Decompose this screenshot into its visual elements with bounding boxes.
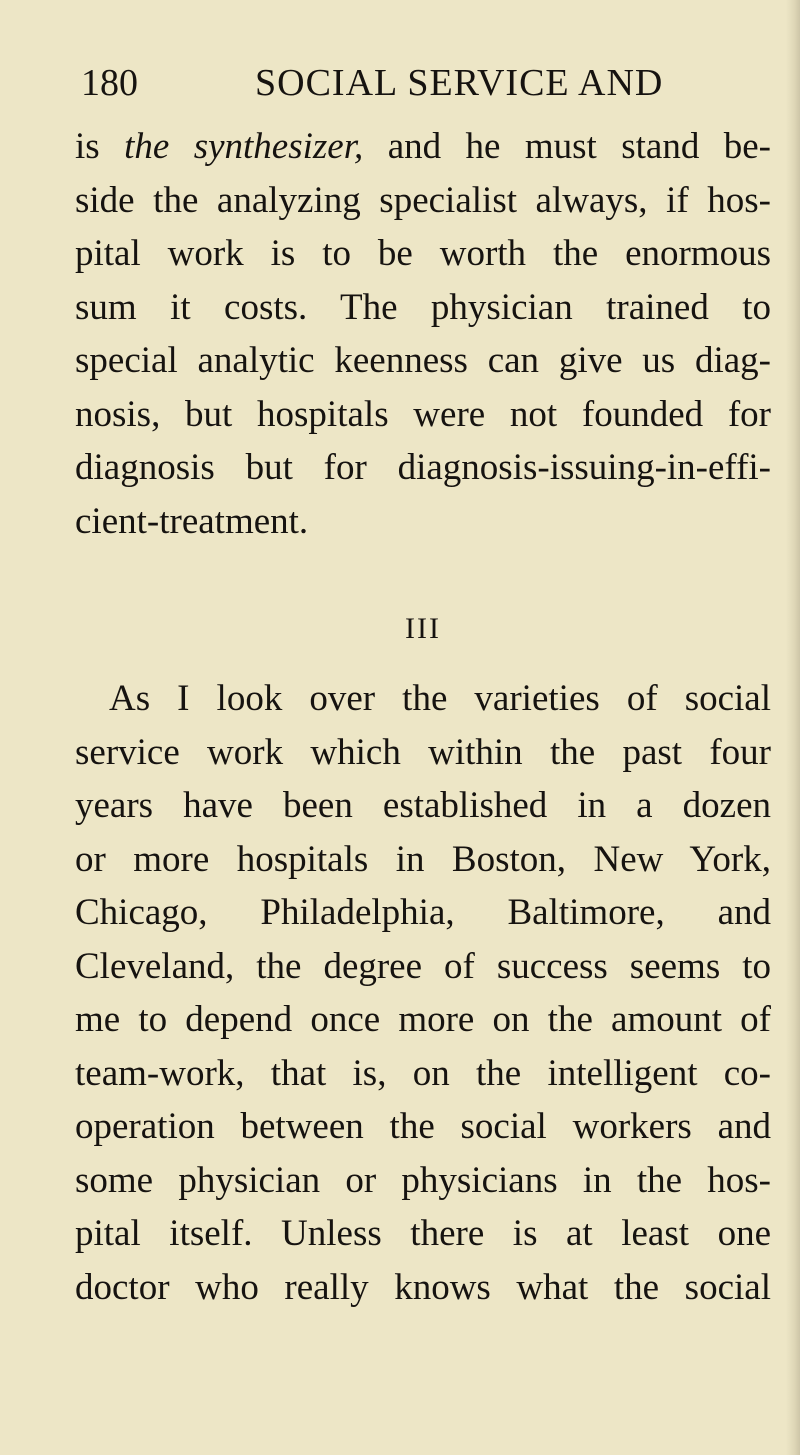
text-line: pital itself. Unless there is at least one bbox=[75, 1213, 771, 1254]
text-line: As I look over the varieties of social bbox=[109, 678, 771, 719]
italic-phrase: the synthesizer, bbox=[124, 126, 364, 167]
text-line: Chicago, Philadelphia, Baltimore, and bbox=[75, 892, 771, 933]
text-line: special analytic keenness can give us diag- bbox=[75, 340, 771, 381]
text-line: pital work is to be worth the enormous bbox=[75, 233, 771, 274]
text-fragment: and he must stand be- bbox=[363, 126, 771, 167]
text-line: or more hospitals in Boston, New York, bbox=[75, 838, 771, 880]
text-line: some physician or physicians in the hos- bbox=[75, 1159, 771, 1201]
text-line: service work which within the past four bbox=[75, 731, 771, 773]
section-number: III bbox=[405, 612, 441, 645]
text-line: doctor who really knows what the social bbox=[75, 1266, 771, 1308]
page-number: 180 bbox=[81, 62, 138, 104]
text-line: operation between the social workers and bbox=[75, 1106, 771, 1147]
text-line: years have been established in a dozen bbox=[75, 785, 771, 826]
book-page bbox=[75, 64, 771, 1314]
paragraph-2 bbox=[75, 672, 771, 1314]
text-fragment: is bbox=[75, 126, 125, 167]
paragraph-1 bbox=[75, 120, 771, 548]
text-line bbox=[75, 120, 771, 174]
text-line: me to depend once more on the amount of bbox=[75, 999, 771, 1040]
running-head-title: SOCIAL SERVICE AND bbox=[255, 62, 664, 104]
page-edge-shadow bbox=[786, 0, 800, 1455]
text-line: nosis, but hospitals were not founded for bbox=[75, 393, 771, 435]
text-line: diagnosis but for diagnosis-issuing-in-effi- bbox=[75, 447, 771, 488]
text-line: Cleveland, the degree of success seems to bbox=[75, 945, 771, 987]
text-line: team-work, that is, on the intelligent co- bbox=[75, 1052, 771, 1094]
running-head bbox=[75, 64, 771, 108]
text-line: cient-treatment. bbox=[75, 500, 309, 542]
text-line: sum it costs. The physician trained to bbox=[75, 286, 771, 328]
text-line: side the analyzing specialist always, if hos- bbox=[75, 179, 771, 221]
